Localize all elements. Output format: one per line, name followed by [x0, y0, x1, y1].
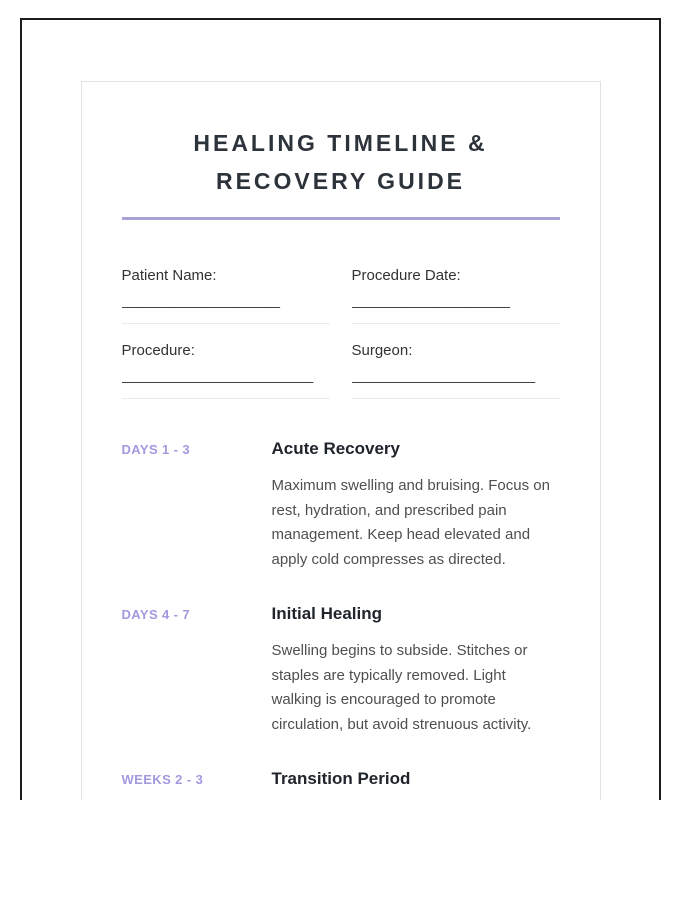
section-title: Transition Period	[271, 769, 411, 788]
procedure-label: Procedure:	[121, 342, 195, 359]
patient-name-write-line: ___________________	[122, 291, 330, 324]
page-title-line-1: HEALING TIMELINE &	[193, 130, 488, 156]
section-content	[272, 604, 560, 737]
section-description: Swelling begins to subside. Stitches or staples are typically removed. Light walking is encouraged to promote circulation, but avoid strenuous activity.	[271, 642, 532, 733]
form-field-procedure-date	[352, 266, 560, 324]
procedure-date-write-line: ___________________	[352, 291, 560, 324]
procedure-date-label: Procedure Date:	[351, 267, 461, 284]
section-title: Acute Recovery	[271, 439, 401, 458]
document-card	[81, 81, 601, 800]
page-title-line-2: RECOVERY GUIDE	[215, 168, 466, 194]
surgeon-label: Surgeon:	[351, 342, 413, 359]
page-title	[122, 124, 560, 200]
period-label: DAYS 4 - 7	[121, 607, 191, 622]
timeline	[122, 439, 560, 800]
period-label: WEEKS 2 - 3	[121, 772, 204, 787]
form-field-procedure	[122, 341, 330, 399]
surgeon-write-line: ______________________	[352, 366, 560, 399]
title-divider	[122, 217, 560, 220]
document-frame	[20, 18, 661, 800]
form-field-patient-name	[122, 266, 330, 324]
section-content	[272, 439, 560, 572]
procedure-write-line: _______________________	[122, 366, 330, 399]
section-description: Maximum swelling and bruising. Focus on rest, hydration, and prescribed pain management. Keep head elevated and apply cold compresses as directed.	[271, 477, 550, 568]
timeline-section-days-1-3	[122, 439, 560, 572]
patient-info-form	[122, 266, 560, 399]
section-title: Initial Healing	[271, 604, 383, 623]
timeline-section-days-4-7	[122, 604, 560, 737]
period-label: DAYS 1 - 3	[121, 442, 191, 457]
timeline-section-weeks-2-3	[122, 769, 560, 800]
section-content	[272, 769, 560, 800]
form-field-surgeon	[352, 341, 560, 399]
patient-name-label: Patient Name:	[121, 267, 217, 284]
